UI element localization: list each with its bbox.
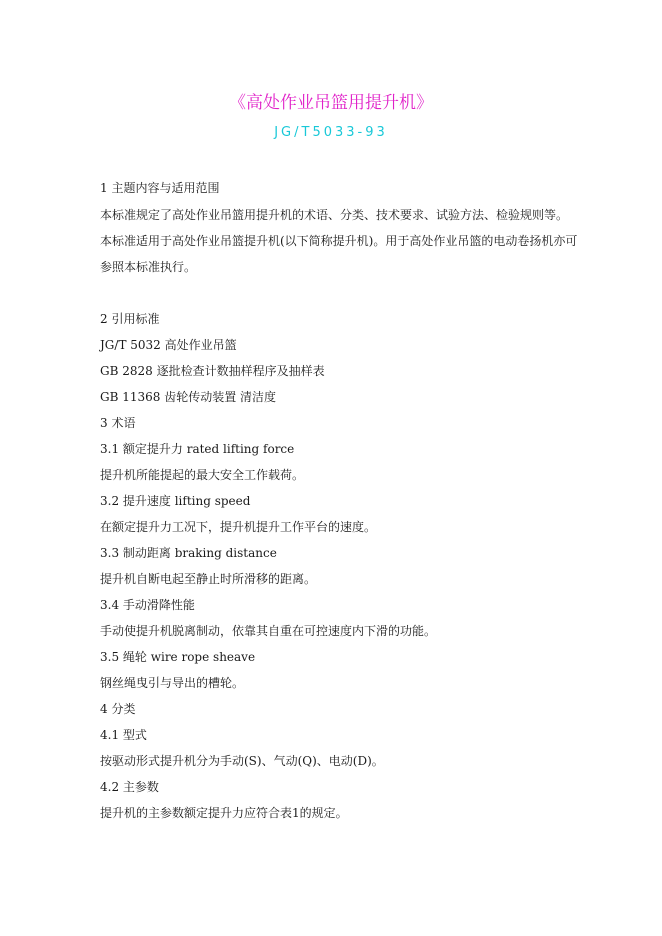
term-heading: 3.1 额定提升力 rated lifting force [100,442,295,456]
section-heading: 3 术语 [100,416,136,430]
term-heading: 3.4 手动滑降性能 [100,598,195,612]
paragraph-line: 本标准适用于高处作业吊篮提升机(以下简称提升机)。用于高处作业吊篮的电动卷扬机亦可 [100,234,578,248]
term-definition: 提升机所能提起的最大安全工作载荷。 [100,468,305,482]
section-heading: 1 主题内容与适用范围 [100,181,220,195]
paragraph-line: 本标准规定了高处作业吊篮用提升机的术语、分类、技术要求、试验方法、检验规则等。 [100,208,569,222]
term-definition: 在额定提升力工况下，提升机提升工作平台的速度。 [100,520,377,534]
subsection-heading: 4.1 型式 [100,728,147,742]
term-heading: 3.3 制动距离 braking distance [100,546,277,560]
term-definition: 钢丝绳曳引与导出的槽轮。 [100,676,245,690]
section-heading: 2 引用标准 [100,312,160,326]
section-heading: 4 分类 [100,702,136,716]
paragraph-line: 参照本标准执行。 [100,260,197,274]
document-title: 《高处作业吊篮用提升机》 [229,93,433,113]
reference-item: JG/T 5032 高处作业吊篮 [100,338,237,352]
term-definition: 手动使提升机脱离制动，依靠其自重在可控速度内下滑的功能。 [100,624,437,638]
reference-item: GB 2828 逐批检查计数抽样程序及抽样表 [100,364,325,378]
term-heading: 3.5 绳轮 wire rope sheave [100,650,256,664]
paragraph-line: 按驱动形式提升机分为手动(S)、气动(Q)、电动(D)。 [100,754,384,768]
paragraph-line: 提升机的主参数额定提升力应符合表1的规定。 [100,806,348,820]
standard-code: JG/T5033-93 [274,125,388,140]
reference-item: GB 11368 齿轮传动装置 清洁度 [100,390,277,404]
term-heading: 3.2 提升速度 lifting speed [100,494,251,508]
subsection-heading: 4.2 主参数 [100,780,159,794]
term-definition: 提升机自断电起至静止时所滑移的距离。 [100,572,317,586]
